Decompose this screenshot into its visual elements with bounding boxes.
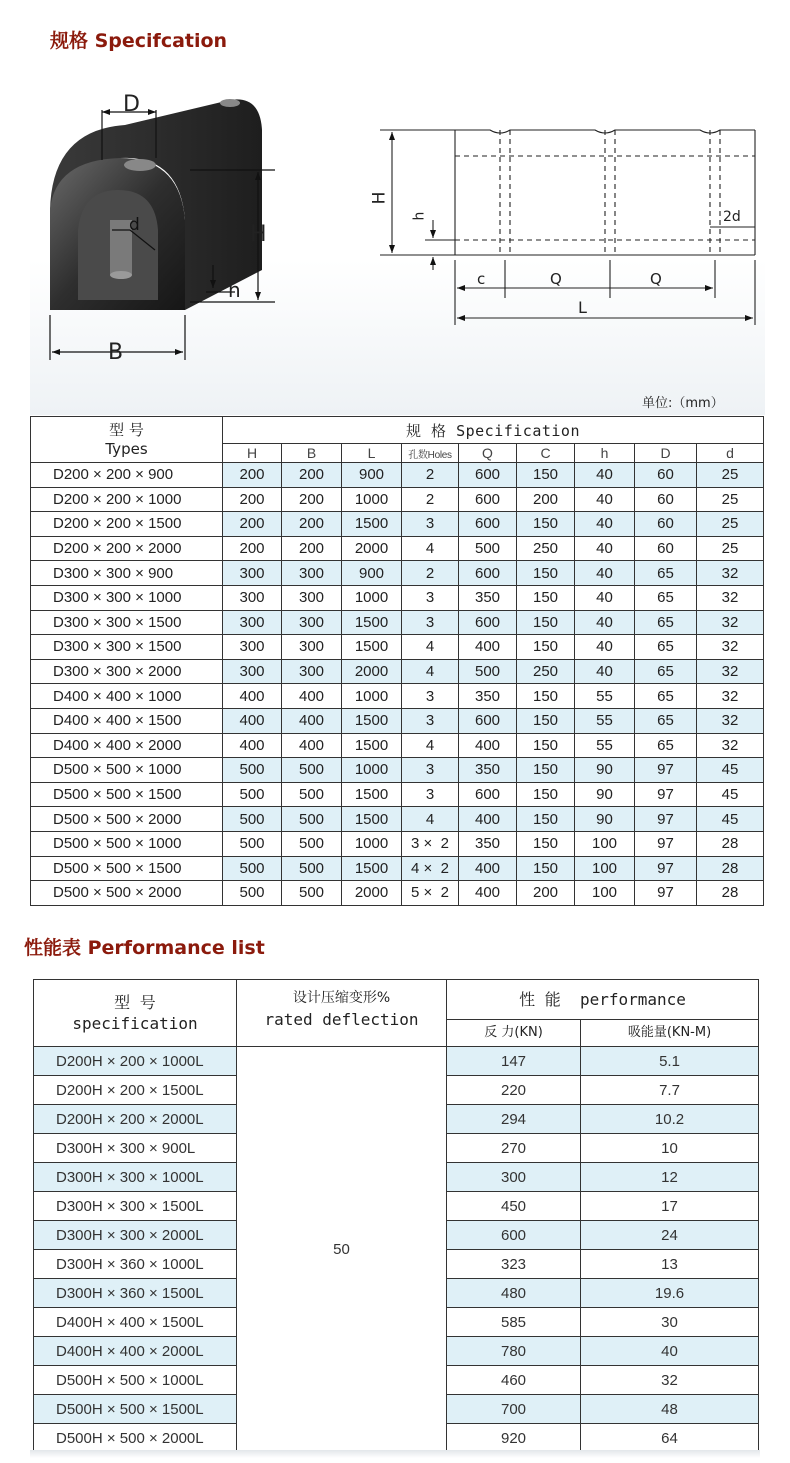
perf-type-cell: D400H × 400 × 2000L bbox=[34, 1337, 237, 1366]
spec-value-cell: 25 bbox=[697, 536, 764, 561]
spec-value-cell: 4 bbox=[402, 807, 459, 832]
spec-value-cell: 45 bbox=[697, 782, 764, 807]
perf-force-cell: 220 bbox=[447, 1076, 581, 1105]
label-D: D bbox=[123, 92, 140, 117]
spec-value-cell: 3 bbox=[402, 758, 459, 783]
spec-value-cell: 45 bbox=[697, 758, 764, 783]
spec-value-cell: 65 bbox=[635, 659, 697, 684]
spec-value-cell: 65 bbox=[635, 610, 697, 635]
spec-header-type-cn: 型 号 bbox=[109, 420, 144, 439]
spec-value-cell: 200 bbox=[223, 536, 282, 561]
spec-value-cell: 3 bbox=[402, 708, 459, 733]
spec-value-cell: 500 bbox=[223, 782, 282, 807]
spec-col-header: B bbox=[282, 444, 342, 463]
spec-value-cell: 500 bbox=[459, 659, 517, 684]
spec-value-cell: 200 bbox=[282, 463, 342, 488]
spec-value-cell: 150 bbox=[517, 733, 575, 758]
spec-value-cell: 500 bbox=[282, 807, 342, 832]
spec-table-row bbox=[31, 610, 764, 635]
perf-type-cell: D300H × 300 × 900L bbox=[34, 1134, 237, 1163]
spec-type-cell: D500 × 500 × 1000 bbox=[31, 831, 223, 856]
spec-value-cell: 200 bbox=[517, 881, 575, 906]
spec-value-cell: 150 bbox=[517, 831, 575, 856]
spec-value-cell: 32 bbox=[697, 585, 764, 610]
spec-table-row bbox=[31, 463, 764, 488]
spec-table-row bbox=[31, 659, 764, 684]
spec-col-header: C bbox=[517, 444, 575, 463]
spec-table-row bbox=[31, 758, 764, 783]
spec-value-cell: 500 bbox=[223, 831, 282, 856]
spec-value-cell: 97 bbox=[635, 807, 697, 832]
spec-table-row bbox=[31, 807, 764, 832]
fender-side-schematic bbox=[30, 70, 765, 415]
spec-value-cell: 28 bbox=[697, 881, 764, 906]
spec-table-row bbox=[31, 684, 764, 709]
side-label-2d: 2d bbox=[723, 209, 741, 225]
perf-type-cell: D300H × 300 × 1500L bbox=[34, 1192, 237, 1221]
spec-value-cell: 200 bbox=[282, 487, 342, 512]
spec-value-cell: 1000 bbox=[342, 831, 402, 856]
spec-value-cell: 2 bbox=[402, 463, 459, 488]
perf-energy-cell: 30 bbox=[581, 1308, 759, 1337]
spec-value-cell: 32 bbox=[697, 561, 764, 586]
side-label-Q2: Q bbox=[650, 270, 662, 288]
perf-energy-cell: 40 bbox=[581, 1337, 759, 1366]
spec-table-row bbox=[31, 708, 764, 733]
spec-value-cell: 500 bbox=[282, 831, 342, 856]
spec-value-cell: 1000 bbox=[342, 758, 402, 783]
bottom-shadow bbox=[30, 1450, 760, 1458]
spec-table-row bbox=[31, 512, 764, 537]
perf-deflection-cell: 50 bbox=[237, 1047, 447, 1453]
spec-type-cell: D200 × 200 × 1500 bbox=[31, 512, 223, 537]
spec-value-cell: 32 bbox=[697, 635, 764, 660]
spec-value-cell: 400 bbox=[282, 708, 342, 733]
spec-value-cell: 97 bbox=[635, 831, 697, 856]
spec-value-cell: 300 bbox=[223, 635, 282, 660]
perf-header-deflection-cn: 设计压缩变形% bbox=[292, 990, 391, 1006]
spec-col-header: Q bbox=[459, 444, 517, 463]
spec-value-cell: 900 bbox=[342, 463, 402, 488]
perf-type-cell: D300H × 300 × 1000L bbox=[34, 1163, 237, 1192]
spec-table-row bbox=[31, 487, 764, 512]
spec-value-cell: 150 bbox=[517, 610, 575, 635]
spec-value-cell: 3 bbox=[402, 684, 459, 709]
perf-force-cell: 780 bbox=[447, 1337, 581, 1366]
spec-value-cell: 300 bbox=[223, 561, 282, 586]
perf-energy-cell: 12 bbox=[581, 1163, 759, 1192]
spec-value-cell: 100 bbox=[575, 831, 635, 856]
spec-value-cell: 350 bbox=[459, 831, 517, 856]
spec-value-cell: 40 bbox=[575, 536, 635, 561]
spec-type-cell: D200 × 200 × 900 bbox=[31, 463, 223, 488]
perf-force-cell: 480 bbox=[447, 1279, 581, 1308]
spec-value-cell: 200 bbox=[223, 463, 282, 488]
side-label-Q1: Q bbox=[550, 270, 562, 288]
unit-note: 单位:（mm） bbox=[642, 396, 724, 411]
spec-value-cell: 60 bbox=[635, 463, 697, 488]
spec-value-cell: 65 bbox=[635, 561, 697, 586]
spec-header-specification: 规 格 Specification bbox=[223, 417, 764, 444]
spec-value-cell: 4 × 2 bbox=[402, 856, 459, 881]
spec-value-cell: 400 bbox=[459, 881, 517, 906]
spec-value-cell: 150 bbox=[517, 585, 575, 610]
spec-value-cell: 97 bbox=[635, 782, 697, 807]
side-label-c: c bbox=[477, 270, 486, 288]
spec-col-header: H bbox=[223, 444, 282, 463]
spec-value-cell: 97 bbox=[635, 856, 697, 881]
spec-value-cell: 55 bbox=[575, 733, 635, 758]
spec-value-cell: 500 bbox=[459, 536, 517, 561]
spec-value-cell: 3 × 2 bbox=[402, 831, 459, 856]
perf-header-force: 反 力(KN) bbox=[447, 1019, 581, 1046]
spec-value-cell: 400 bbox=[459, 635, 517, 660]
spec-value-cell: 40 bbox=[575, 585, 635, 610]
spec-value-cell: 4 bbox=[402, 536, 459, 561]
spec-type-cell: D500 × 500 × 2000 bbox=[31, 807, 223, 832]
spec-value-cell: 40 bbox=[575, 610, 635, 635]
spec-value-cell: 65 bbox=[635, 635, 697, 660]
spec-value-cell: 400 bbox=[223, 708, 282, 733]
spec-value-cell: 32 bbox=[697, 684, 764, 709]
spec-value-cell: 40 bbox=[575, 487, 635, 512]
perf-force-cell: 920 bbox=[447, 1424, 581, 1453]
spec-value-cell: 500 bbox=[223, 807, 282, 832]
spec-value-cell: 3 bbox=[402, 610, 459, 635]
spec-type-cell: D300 × 300 × 1500 bbox=[31, 635, 223, 660]
spec-value-cell: 200 bbox=[282, 512, 342, 537]
spec-value-cell: 400 bbox=[459, 733, 517, 758]
spec-table-row bbox=[31, 782, 764, 807]
spec-table-row bbox=[31, 585, 764, 610]
spec-value-cell: 150 bbox=[517, 463, 575, 488]
perf-header-deflection bbox=[237, 980, 447, 1047]
spec-value-cell: 90 bbox=[575, 782, 635, 807]
spec-value-cell: 350 bbox=[459, 585, 517, 610]
spec-table-row bbox=[31, 881, 764, 906]
perf-type-cell: D500H × 500 × 1000L bbox=[34, 1366, 237, 1395]
spec-section-title: 规格 Specifcation bbox=[50, 30, 228, 52]
spec-value-cell: 28 bbox=[697, 831, 764, 856]
perf-force-cell: 460 bbox=[447, 1366, 581, 1395]
spec-value-cell: 1000 bbox=[342, 684, 402, 709]
spec-value-cell: 300 bbox=[223, 610, 282, 635]
spec-value-cell: 250 bbox=[517, 659, 575, 684]
spec-header-type bbox=[31, 417, 223, 463]
spec-type-cell: D400 × 400 × 2000 bbox=[31, 733, 223, 758]
perf-type-cell: D200H × 200 × 1500L bbox=[34, 1076, 237, 1105]
spec-value-cell: 300 bbox=[223, 659, 282, 684]
spec-value-cell: 300 bbox=[282, 585, 342, 610]
spec-type-cell: D500 × 500 × 2000 bbox=[31, 881, 223, 906]
spec-value-cell: 55 bbox=[575, 708, 635, 733]
spec-value-cell: 1000 bbox=[342, 487, 402, 512]
spec-value-cell: 600 bbox=[459, 610, 517, 635]
label-h: h bbox=[228, 278, 241, 302]
spec-value-cell: 65 bbox=[635, 733, 697, 758]
spec-value-cell: 200 bbox=[517, 487, 575, 512]
perf-header-type-en: specification bbox=[72, 1014, 198, 1033]
spec-value-cell: 400 bbox=[459, 807, 517, 832]
spec-value-cell: 97 bbox=[635, 881, 697, 906]
spec-value-cell: 600 bbox=[459, 487, 517, 512]
spec-value-cell: 350 bbox=[459, 684, 517, 709]
spec-type-cell: D400 × 400 × 1000 bbox=[31, 684, 223, 709]
perf-force-cell: 450 bbox=[447, 1192, 581, 1221]
spec-value-cell: 300 bbox=[223, 585, 282, 610]
spec-type-cell: D500 × 500 × 1500 bbox=[31, 856, 223, 881]
spec-value-cell: 400 bbox=[223, 733, 282, 758]
side-label-L: L bbox=[578, 298, 587, 317]
perf-energy-cell: 10 bbox=[581, 1134, 759, 1163]
perf-header-type-cn: 型 号 bbox=[114, 993, 156, 1012]
spec-table-row bbox=[31, 635, 764, 660]
spec-value-cell: 2 bbox=[402, 561, 459, 586]
spec-header-type-en: Types bbox=[105, 439, 148, 458]
spec-value-cell: 400 bbox=[223, 684, 282, 709]
spec-type-cell: D400 × 400 × 1500 bbox=[31, 708, 223, 733]
perf-force-cell: 323 bbox=[447, 1250, 581, 1279]
spec-col-header: D bbox=[635, 444, 697, 463]
spec-value-cell: 65 bbox=[635, 585, 697, 610]
perf-table-row bbox=[34, 1047, 759, 1076]
perf-type-cell: D400H × 400 × 1500L bbox=[34, 1308, 237, 1337]
spec-value-cell: 600 bbox=[459, 463, 517, 488]
spec-value-cell: 40 bbox=[575, 512, 635, 537]
spec-value-cell: 40 bbox=[575, 463, 635, 488]
spec-value-cell: 150 bbox=[517, 708, 575, 733]
spec-value-cell: 2000 bbox=[342, 659, 402, 684]
spec-col-header: L bbox=[342, 444, 402, 463]
spec-value-cell: 90 bbox=[575, 807, 635, 832]
spec-value-cell: 500 bbox=[223, 856, 282, 881]
spec-value-cell: 32 bbox=[697, 610, 764, 635]
perf-energy-cell: 7.7 bbox=[581, 1076, 759, 1105]
spec-value-cell: 500 bbox=[282, 856, 342, 881]
perf-header-type bbox=[34, 980, 237, 1047]
spec-value-cell: 150 bbox=[517, 684, 575, 709]
spec-value-cell: 600 bbox=[459, 782, 517, 807]
spec-value-cell: 1500 bbox=[342, 856, 402, 881]
spec-value-cell: 2000 bbox=[342, 536, 402, 561]
spec-value-cell: 300 bbox=[282, 610, 342, 635]
spec-value-cell: 1500 bbox=[342, 782, 402, 807]
perf-force-cell: 294 bbox=[447, 1105, 581, 1134]
label-H: H bbox=[250, 222, 267, 247]
perf-type-cell: D300H × 360 × 1000L bbox=[34, 1250, 237, 1279]
perf-header-performance: 性 能 performance bbox=[447, 980, 759, 1020]
spec-value-cell: 25 bbox=[697, 463, 764, 488]
spec-value-cell: 150 bbox=[517, 758, 575, 783]
fender-diagram bbox=[30, 70, 765, 415]
specification-table bbox=[30, 416, 764, 906]
spec-value-cell: 60 bbox=[635, 512, 697, 537]
perf-type-cell: D200H × 200 × 1000L bbox=[34, 1047, 237, 1076]
spec-type-cell: D300 × 300 × 900 bbox=[31, 561, 223, 586]
perf-energy-cell: 5.1 bbox=[581, 1047, 759, 1076]
perf-force-cell: 270 bbox=[447, 1134, 581, 1163]
spec-value-cell: 200 bbox=[223, 512, 282, 537]
perf-energy-cell: 10.2 bbox=[581, 1105, 759, 1134]
spec-value-cell: 55 bbox=[575, 684, 635, 709]
spec-value-cell: 1500 bbox=[342, 635, 402, 660]
perf-type-cell: D300H × 360 × 1500L bbox=[34, 1279, 237, 1308]
spec-type-cell: D500 × 500 × 1500 bbox=[31, 782, 223, 807]
spec-value-cell: 1500 bbox=[342, 733, 402, 758]
spec-table-row bbox=[31, 856, 764, 881]
spec-type-cell: D300 × 300 × 1000 bbox=[31, 585, 223, 610]
spec-value-cell: 300 bbox=[282, 659, 342, 684]
perf-type-cell: D500H × 500 × 2000L bbox=[34, 1424, 237, 1453]
spec-value-cell: 60 bbox=[635, 487, 697, 512]
spec-value-cell: 2000 bbox=[342, 881, 402, 906]
spec-value-cell: 4 bbox=[402, 659, 459, 684]
spec-value-cell: 400 bbox=[459, 856, 517, 881]
perf-type-cell: D300H × 300 × 2000L bbox=[34, 1221, 237, 1250]
spec-value-cell: 600 bbox=[459, 708, 517, 733]
perf-energy-cell: 13 bbox=[581, 1250, 759, 1279]
spec-col-header: d bbox=[697, 444, 764, 463]
spec-type-cell: D200 × 200 × 2000 bbox=[31, 536, 223, 561]
spec-value-cell: 1500 bbox=[342, 610, 402, 635]
spec-value-cell: 150 bbox=[517, 782, 575, 807]
perf-energy-cell: 19.6 bbox=[581, 1279, 759, 1308]
spec-value-cell: 40 bbox=[575, 659, 635, 684]
spec-value-cell: 5 × 2 bbox=[402, 881, 459, 906]
spec-value-cell: 65 bbox=[635, 684, 697, 709]
spec-value-cell: 65 bbox=[635, 708, 697, 733]
perf-energy-cell: 64 bbox=[581, 1424, 759, 1453]
spec-value-cell: 400 bbox=[282, 684, 342, 709]
spec-value-cell: 100 bbox=[575, 881, 635, 906]
spec-value-cell: 60 bbox=[635, 536, 697, 561]
spec-value-cell: 350 bbox=[459, 758, 517, 783]
spec-value-cell: 1000 bbox=[342, 585, 402, 610]
spec-value-cell: 2 bbox=[402, 487, 459, 512]
spec-value-cell: 1500 bbox=[342, 512, 402, 537]
spec-value-cell: 600 bbox=[459, 512, 517, 537]
spec-value-cell: 28 bbox=[697, 856, 764, 881]
perf-type-cell: D200H × 200 × 2000L bbox=[34, 1105, 237, 1134]
spec-value-cell: 300 bbox=[282, 635, 342, 660]
spec-value-cell: 200 bbox=[223, 487, 282, 512]
spec-value-cell: 25 bbox=[697, 512, 764, 537]
spec-value-cell: 97 bbox=[635, 758, 697, 783]
spec-value-cell: 150 bbox=[517, 512, 575, 537]
perf-force-cell: 585 bbox=[447, 1308, 581, 1337]
spec-type-cell: D500 × 500 × 1000 bbox=[31, 758, 223, 783]
spec-value-cell: 4 bbox=[402, 733, 459, 758]
spec-type-cell: D300 × 300 × 1500 bbox=[31, 610, 223, 635]
perf-force-cell: 700 bbox=[447, 1395, 581, 1424]
perf-type-cell: D500H × 500 × 1500L bbox=[34, 1395, 237, 1424]
spec-table-row bbox=[31, 831, 764, 856]
spec-value-cell: 1500 bbox=[342, 807, 402, 832]
perf-energy-cell: 17 bbox=[581, 1192, 759, 1221]
spec-value-cell: 32 bbox=[697, 659, 764, 684]
spec-col-header: 孔数Holes bbox=[402, 444, 459, 463]
perf-header-energy: 吸能量(KN-M) bbox=[581, 1019, 759, 1046]
spec-value-cell: 300 bbox=[282, 561, 342, 586]
spec-value-cell: 32 bbox=[697, 708, 764, 733]
perf-energy-cell: 24 bbox=[581, 1221, 759, 1250]
spec-value-cell: 150 bbox=[517, 635, 575, 660]
spec-value-cell: 600 bbox=[459, 561, 517, 586]
spec-table-row bbox=[31, 561, 764, 586]
spec-value-cell: 32 bbox=[697, 733, 764, 758]
perf-force-cell: 147 bbox=[447, 1047, 581, 1076]
perf-force-cell: 600 bbox=[447, 1221, 581, 1250]
perf-section-title: 性能表 Performance list bbox=[24, 937, 265, 959]
perf-force-cell: 300 bbox=[447, 1163, 581, 1192]
spec-value-cell: 3 bbox=[402, 512, 459, 537]
spec-value-cell: 1500 bbox=[342, 708, 402, 733]
side-label-H: H bbox=[369, 191, 390, 205]
spec-value-cell: 150 bbox=[517, 807, 575, 832]
spec-value-cell: 3 bbox=[402, 782, 459, 807]
spec-value-cell: 4 bbox=[402, 635, 459, 660]
spec-value-cell: 45 bbox=[697, 807, 764, 832]
label-B: B bbox=[108, 340, 124, 365]
spec-value-cell: 500 bbox=[223, 881, 282, 906]
spec-value-cell: 500 bbox=[223, 758, 282, 783]
label-d: d bbox=[129, 215, 140, 235]
spec-table-row bbox=[31, 733, 764, 758]
spec-table-row bbox=[31, 536, 764, 561]
spec-value-cell: 40 bbox=[575, 561, 635, 586]
spec-value-cell: 90 bbox=[575, 758, 635, 783]
spec-value-cell: 150 bbox=[517, 856, 575, 881]
spec-value-cell: 150 bbox=[517, 561, 575, 586]
spec-value-cell: 500 bbox=[282, 758, 342, 783]
spec-value-cell: 250 bbox=[517, 536, 575, 561]
spec-type-cell: D200 × 200 × 1000 bbox=[31, 487, 223, 512]
perf-energy-cell: 48 bbox=[581, 1395, 759, 1424]
spec-type-cell: D300 × 300 × 2000 bbox=[31, 659, 223, 684]
spec-value-cell: 3 bbox=[402, 585, 459, 610]
side-label-h: h bbox=[411, 211, 428, 221]
spec-value-cell: 100 bbox=[575, 856, 635, 881]
perf-header-deflection-en: rated deflection bbox=[264, 1010, 419, 1029]
spec-col-header: h bbox=[575, 444, 635, 463]
spec-value-cell: 200 bbox=[282, 536, 342, 561]
spec-value-cell: 900 bbox=[342, 561, 402, 586]
spec-value-cell: 500 bbox=[282, 881, 342, 906]
spec-value-cell: 500 bbox=[282, 782, 342, 807]
spec-value-cell: 400 bbox=[282, 733, 342, 758]
performance-table bbox=[33, 979, 759, 1453]
spec-value-cell: 40 bbox=[575, 635, 635, 660]
spec-value-cell: 25 bbox=[697, 487, 764, 512]
perf-energy-cell: 32 bbox=[581, 1366, 759, 1395]
